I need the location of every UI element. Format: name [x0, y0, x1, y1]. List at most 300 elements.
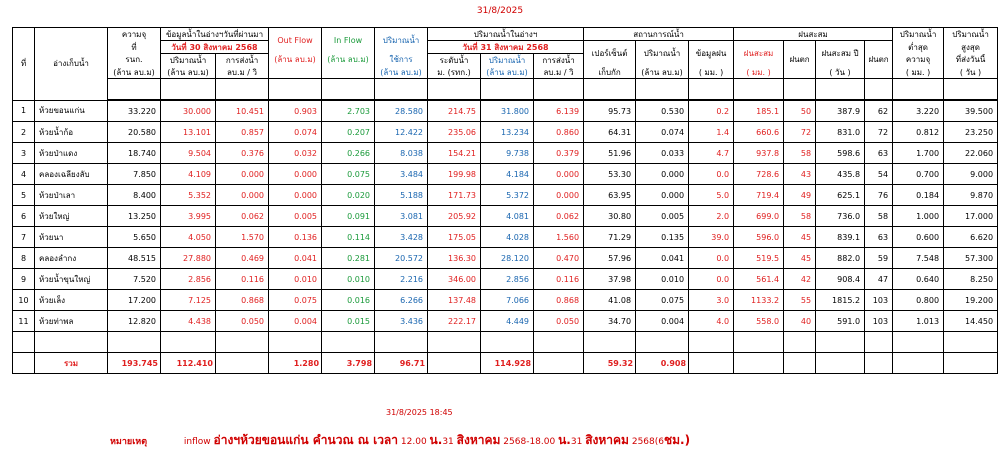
cell-level: 222.17 — [428, 311, 481, 332]
cell-days68: 58 — [784, 143, 816, 164]
cell-rain-today: 2.0 — [689, 206, 734, 227]
cell-delivered: 0.135 — [636, 227, 689, 248]
cell-rain-today: 39.0 — [689, 227, 734, 248]
table-row — [13, 143, 998, 164]
cell-days68: 58 — [784, 206, 816, 227]
cell-days68: 45 — [784, 227, 816, 248]
cell-delivered: 0.075 — [636, 290, 689, 311]
cell-days67: 47 — [865, 269, 893, 290]
cell-max: 17.000 — [944, 206, 998, 227]
cell-prev-volume: 27.880 — [161, 248, 216, 269]
cell-min: 0.700 — [893, 164, 944, 185]
cell-percent: 34.70 — [584, 311, 636, 332]
cell-rain68: 937.8 — [734, 143, 784, 164]
header-rain-group: ฝนสะสม — [734, 28, 893, 41]
cell-max: 9.000 — [944, 164, 998, 185]
totals-outflow: 1.280 — [269, 353, 322, 374]
table-row — [13, 122, 998, 143]
cell-rain68: 596.0 — [734, 227, 784, 248]
cell-rain67: 908.4 — [816, 269, 865, 290]
cell-rain67: 625.1 — [816, 185, 865, 206]
cell-percent: 37.98 — [584, 269, 636, 290]
header-percent-1: เปอร์เซ็นต์ — [584, 41, 636, 67]
cell-min: 7.548 — [893, 248, 944, 269]
cell-cur-release: 0.379 — [534, 143, 584, 164]
cell-days67: 72 — [865, 122, 893, 143]
note-text-g: น. — [558, 433, 571, 447]
cell-prev-release: 10.451 — [216, 100, 269, 122]
cell-usable: 3.436 — [375, 311, 428, 332]
cell-days67: 63 — [865, 227, 893, 248]
table-row — [13, 100, 998, 122]
cell-cur-release: 0.000 — [534, 185, 584, 206]
cell-rain-today: 0.2 — [689, 100, 734, 122]
cell-name: ห้วยนา — [35, 227, 108, 248]
cell-prev-release: 0.469 — [216, 248, 269, 269]
totals-inflow: 3.798 — [322, 353, 375, 374]
cell-percent: 51.96 — [584, 143, 636, 164]
cell-usable: 12.422 — [375, 122, 428, 143]
cell-inflow: 0.015 — [322, 311, 375, 332]
cell-days68: 50 — [784, 100, 816, 122]
cell-days68: 43 — [784, 164, 816, 185]
cell-rain67: 882.0 — [816, 248, 865, 269]
cell-name: ห้วยเล็ง — [35, 290, 108, 311]
cell-rain-today: 3.0 — [689, 290, 734, 311]
totals-percent: 59.32 — [584, 353, 636, 374]
header-spacer-row — [13, 79, 998, 101]
cell-days67: 76 — [865, 185, 893, 206]
table-row — [13, 248, 998, 269]
note-text-a: อ่างฯห้วยขอนแก่น คำนวณ ณ เวลา — [213, 433, 399, 447]
cell-rain67: 831.0 — [816, 122, 865, 143]
header-prev-volume-unit: (ล้าน ลบ.ม) — [161, 66, 216, 79]
cell-rain68: 699.0 — [734, 206, 784, 227]
cell-name: คลองลำกง — [35, 248, 108, 269]
report-date: 31/8/2025 — [476, 6, 524, 16]
cell-rain68: 1133.2 — [734, 290, 784, 311]
cell-level: 214.75 — [428, 100, 481, 122]
cell-max: 19.200 — [944, 290, 998, 311]
cell-prev-release: 0.116 — [216, 269, 269, 290]
cell-max: 8.250 — [944, 269, 998, 290]
cell-cur-release: 0.000 — [534, 164, 584, 185]
cell-cur-volume: 13.234 — [481, 122, 534, 143]
cell-rain-today: 0.0 — [689, 269, 734, 290]
header-outflow-unit: (ล้าน ลบ.ม) — [269, 54, 322, 67]
cell-max: 22.060 — [944, 143, 998, 164]
cell-name: ห้วยป่าเลา — [35, 185, 108, 206]
cell-rain68: 561.4 — [734, 269, 784, 290]
note-label: หมายเหตุ — [110, 437, 148, 447]
header-days68: ฝนตก — [784, 41, 816, 79]
cell-capacity: 13.250 — [108, 206, 161, 227]
header-delivered-1: ปริมาณน้ำ — [636, 41, 689, 67]
cell-days68: 49 — [784, 185, 816, 206]
cell-cur-volume: 31.800 — [481, 100, 534, 122]
cell-prev-volume: 2.856 — [161, 269, 216, 290]
header-min-1: ปริมาณน้ำ — [893, 28, 944, 41]
cell-days67: 54 — [865, 164, 893, 185]
cell-prev-release: 0.868 — [216, 290, 269, 311]
footer-timestamp: 31/8/2025 18:45 — [386, 408, 453, 417]
cell-level: 199.98 — [428, 164, 481, 185]
header-inflow: In Flow — [322, 28, 375, 54]
cell-percent: 95.73 — [584, 100, 636, 122]
cell-days67: 63 — [865, 143, 893, 164]
cell-cur-volume: 9.738 — [481, 143, 534, 164]
cell-delivered: 0.004 — [636, 311, 689, 332]
cell-prev-volume: 4.109 — [161, 164, 216, 185]
cell-usable: 5.188 — [375, 185, 428, 206]
header-prev-release: การส่งน้ำ — [216, 54, 269, 67]
cell-no: 10 — [13, 290, 35, 311]
cell-min: 0.812 — [893, 122, 944, 143]
cell-min: 0.600 — [893, 227, 944, 248]
header-status-group: สถานการณ์น้ำ — [584, 28, 734, 41]
cell-name: ห้วยป่าแดง — [35, 143, 108, 164]
cell-cur-volume: 4.449 — [481, 311, 534, 332]
header-percent-2: ความจุ — [893, 54, 944, 67]
cell-level: 137.48 — [428, 290, 481, 311]
cell-max: 6.620 — [944, 227, 998, 248]
cell-percent: 41.08 — [584, 290, 636, 311]
cell-delivered: 0.005 — [636, 206, 689, 227]
cell-inflow: 0.020 — [322, 185, 375, 206]
cell-days68: 72 — [784, 122, 816, 143]
cell-name: ห้วยน้ำก้อ — [35, 122, 108, 143]
header-capacity-3: รนก. — [108, 54, 161, 67]
cell-rain67: 598.6 — [816, 143, 865, 164]
cell-name: คลองเฉลียงลับ — [35, 164, 108, 185]
table-row — [13, 269, 998, 290]
cell-rain67: 1815.2 — [816, 290, 865, 311]
header-cur-volume-unit: (ล้าน ลบ.ม) — [481, 66, 534, 79]
header-inflow-unit: (ล้าน ลบ.ม) — [322, 54, 375, 67]
totals-capacity: 193.745 — [108, 353, 161, 374]
reservoir-table — [12, 27, 998, 374]
cell-usable: 6.266 — [375, 290, 428, 311]
cell-rain-today: 1.4 — [689, 122, 734, 143]
cell-outflow: 0.010 — [269, 269, 322, 290]
table-row — [13, 206, 998, 227]
header-delivered-3: (ล้าน ลบ.ม) — [636, 66, 689, 79]
header-cur-volume: ปริมาณน้ำ — [481, 54, 534, 67]
cell-days67: 103 — [865, 311, 893, 332]
cell-level: 205.92 — [428, 206, 481, 227]
cell-min: 1.013 — [893, 311, 944, 332]
cell-cur-volume: 4.081 — [481, 206, 534, 227]
cell-no: 6 — [13, 206, 35, 227]
cell-min: 0.800 — [893, 290, 944, 311]
cell-prev-volume: 30.000 — [161, 100, 216, 122]
cell-capacity: 5.650 — [108, 227, 161, 248]
header-min-2: ต่ำสุด — [893, 41, 944, 54]
cell-prev-volume: 4.050 — [161, 227, 216, 248]
cell-days68: 40 — [784, 311, 816, 332]
cell-prev-volume: 7.125 — [161, 290, 216, 311]
cell-no: 3 — [13, 143, 35, 164]
header-current-group: ปริมาณน้ำในอ่างฯ — [428, 28, 584, 41]
cell-cur-volume: 5.372 — [481, 185, 534, 206]
header-rain67-1: ฝนสะสม ปี — [816, 41, 865, 67]
cell-usable: 3.484 — [375, 164, 428, 185]
cell-usable: 20.572 — [375, 248, 428, 269]
cell-no: 11 — [13, 311, 35, 332]
cell-outflow: 0.032 — [269, 143, 322, 164]
cell-prev-volume: 9.504 — [161, 143, 216, 164]
header-days67-unit: ( วัน ) — [944, 66, 998, 79]
note-prefix: inflow — [183, 437, 211, 447]
cell-max: 39.500 — [944, 100, 998, 122]
cell-delivered: 0.530 — [636, 100, 689, 122]
header-days68-unit: ( วัน ) — [816, 66, 865, 79]
cell-cur-release: 0.860 — [534, 122, 584, 143]
header-raintoday-3: ( มม. ) — [689, 66, 734, 79]
cell-days67: 103 — [865, 290, 893, 311]
cell-cur-volume: 7.066 — [481, 290, 534, 311]
totals-cur-volume: 114.928 — [481, 353, 534, 374]
cell-inflow: 0.266 — [322, 143, 375, 164]
header-capacity-1: ความจุ — [108, 28, 161, 41]
cell-no: 8 — [13, 248, 35, 269]
cell-delivered: 0.000 — [636, 164, 689, 185]
cell-percent: 53.30 — [584, 164, 636, 185]
header-level-unit: ม. (รทก.) — [428, 66, 481, 79]
cell-prev-volume: 4.438 — [161, 311, 216, 332]
cell-prev-release: 0.000 — [216, 185, 269, 206]
header-max-2: สูงสุด — [944, 41, 998, 54]
cell-outflow: 0.075 — [269, 290, 322, 311]
table-row — [13, 164, 998, 185]
cell-inflow: 0.075 — [322, 164, 375, 185]
cell-days68: 55 — [784, 290, 816, 311]
cell-rain68: 185.1 — [734, 100, 784, 122]
header-max-1: ปริมาณน้ำ — [944, 28, 998, 41]
cell-max: 23.250 — [944, 122, 998, 143]
cell-rain-today: 0.0 — [689, 164, 734, 185]
cell-usable: 8.038 — [375, 143, 428, 164]
cell-name: ห้วยท่าพล — [35, 311, 108, 332]
header-cur-release: การส่งน้ำ — [534, 54, 584, 67]
table-row — [13, 290, 998, 311]
cell-inflow: 2.703 — [322, 100, 375, 122]
note-text-k: ชม.) — [664, 433, 691, 447]
table-row — [13, 311, 998, 332]
cell-usable: 3.428 — [375, 227, 428, 248]
cell-no: 4 — [13, 164, 35, 185]
cell-level: 235.06 — [428, 122, 481, 143]
cell-prev-volume: 3.995 — [161, 206, 216, 227]
cell-cur-release: 0.116 — [534, 269, 584, 290]
cell-capacity: 7.850 — [108, 164, 161, 185]
note-text-h: 31 — [570, 437, 583, 447]
header-cur-release-unit: ลบ.ม / วิ — [534, 66, 584, 79]
cell-percent: 57.96 — [584, 248, 636, 269]
cell-prev-release: 0.050 — [216, 311, 269, 332]
cell-rain-today: 0.0 — [689, 248, 734, 269]
cell-prev-volume: 13.101 — [161, 122, 216, 143]
cell-level: 175.05 — [428, 227, 481, 248]
cell-capacity: 7.520 — [108, 269, 161, 290]
cell-min: 1.700 — [893, 143, 944, 164]
cell-usable: 2.216 — [375, 269, 428, 290]
cell-rain68: 719.4 — [734, 185, 784, 206]
cell-prev-release: 0.376 — [216, 143, 269, 164]
note-text-f: 2568-18.00 — [503, 437, 556, 447]
cell-capacity: 48.515 — [108, 248, 161, 269]
cell-rain-today: 5.0 — [689, 185, 734, 206]
cell-prev-release: 0.062 — [216, 206, 269, 227]
note-text-i: สิงหาคม — [585, 433, 629, 447]
cell-percent: 64.31 — [584, 122, 636, 143]
cell-days68: 42 — [784, 269, 816, 290]
cell-cur-release: 0.062 — [534, 206, 584, 227]
table-row — [13, 185, 998, 206]
cell-percent: 71.29 — [584, 227, 636, 248]
note-text-j: 2568(6 — [631, 437, 664, 447]
header-rain68-3: ( มม. ) — [734, 66, 784, 79]
totals-label: รวม — [35, 353, 108, 374]
note-text-c: น. — [429, 433, 443, 447]
cell-outflow: 0.000 — [269, 164, 322, 185]
cell-inflow: 0.281 — [322, 248, 375, 269]
header-level: ระดับน้ำ — [428, 54, 481, 67]
header-current-date: วันที่ 31 สิงหาคม 2568 — [428, 41, 584, 54]
cell-no: 2 — [13, 122, 35, 143]
cell-prev-volume: 5.352 — [161, 185, 216, 206]
cell-capacity: 33.220 — [108, 100, 161, 122]
note-text-e: สิงหาคม — [456, 433, 501, 447]
cell-outflow: 0.074 — [269, 122, 322, 143]
header-raintoday-1: ข้อมูลฝน — [689, 41, 734, 67]
header-inflow-date: วันที่ 30 สิงหาคม 2568 — [161, 41, 269, 54]
cell-capacity: 17.200 — [108, 290, 161, 311]
cell-name: ห้วยขอนแก่น — [35, 100, 108, 122]
note-text-d: 31 — [442, 437, 454, 447]
header-usable-1: ปริมาณน้ำ — [375, 28, 428, 54]
cell-capacity: 18.740 — [108, 143, 161, 164]
cell-prev-release: 0.000 — [216, 164, 269, 185]
cell-min: 0.184 — [893, 185, 944, 206]
cell-prev-release: 0.857 — [216, 122, 269, 143]
cell-inflow: 0.016 — [322, 290, 375, 311]
header-days67: ฝนตก — [865, 41, 893, 79]
cell-outflow: 0.136 — [269, 227, 322, 248]
cell-rain67: 839.1 — [816, 227, 865, 248]
cell-min: 3.220 — [893, 100, 944, 122]
header-percent-3: เก็บกัก — [584, 66, 636, 79]
cell-cur-release: 0.050 — [534, 311, 584, 332]
cell-percent: 30.80 — [584, 206, 636, 227]
cell-rain68: 519.5 — [734, 248, 784, 269]
totals-row — [13, 353, 998, 374]
header-rain68-1: ฝนสะสม — [734, 41, 784, 67]
cell-rain67: 387.9 — [816, 100, 865, 122]
cell-cur-volume: 28.120 — [481, 248, 534, 269]
cell-days67: 59 — [865, 248, 893, 269]
cell-rain67: 435.8 — [816, 164, 865, 185]
header-row-4 — [13, 66, 998, 79]
cell-delivered: 0.041 — [636, 248, 689, 269]
cell-name: ห้วยน้ำขุนใหญ่ — [35, 269, 108, 290]
cell-max: 9.870 — [944, 185, 998, 206]
cell-level: 154.21 — [428, 143, 481, 164]
totals-delivered: 0.908 — [636, 353, 689, 374]
cell-min: 1.000 — [893, 206, 944, 227]
cell-cur-volume: 4.184 — [481, 164, 534, 185]
cell-capacity: 8.400 — [108, 185, 161, 206]
cell-rain68: 660.6 — [734, 122, 784, 143]
cell-no: 7 — [13, 227, 35, 248]
header-prev-release-unit: ลบ.ม / วิ — [216, 66, 269, 79]
cell-cur-volume: 2.856 — [481, 269, 534, 290]
header-row-2 — [13, 41, 998, 54]
cell-cur-release: 0.470 — [534, 248, 584, 269]
cell-capacity: 20.580 — [108, 122, 161, 143]
cell-percent: 63.95 — [584, 185, 636, 206]
cell-rain68: 558.0 — [734, 311, 784, 332]
cell-level: 346.00 — [428, 269, 481, 290]
cell-delivered: 0.074 — [636, 122, 689, 143]
note-text-b: 12.00 — [400, 437, 427, 447]
cell-rain67: 736.0 — [816, 206, 865, 227]
cell-rain-today: 4.0 — [689, 311, 734, 332]
cell-delivered: 0.010 — [636, 269, 689, 290]
cell-usable: 28.580 — [375, 100, 428, 122]
cell-max: 14.450 — [944, 311, 998, 332]
cell-days67: 62 — [865, 100, 893, 122]
cell-inflow: 0.091 — [322, 206, 375, 227]
cell-outflow: 0.041 — [269, 248, 322, 269]
header-capacity-4: (ล้าน ลบ.ม) — [108, 66, 161, 79]
header-delivered-2: ที่ส่งวันนี้ — [944, 54, 998, 67]
cell-outflow: 0.004 — [269, 311, 322, 332]
cell-cur-volume: 4.028 — [481, 227, 534, 248]
header-no: ที่ — [13, 28, 35, 101]
cell-outflow: 0.000 — [269, 185, 322, 206]
header-row-1 — [13, 28, 998, 41]
cell-prev-release: 1.570 — [216, 227, 269, 248]
cell-delivered: 0.000 — [636, 185, 689, 206]
cell-cur-release: 1.560 — [534, 227, 584, 248]
header-inflow-group: ข้อมูลน้ำในอ่างฯวันที่ผ่านมา — [161, 28, 269, 41]
cell-max: 57.300 — [944, 248, 998, 269]
cell-name: ห้วยใหญ่ — [35, 206, 108, 227]
header-usable-2: ใช้การ — [375, 54, 428, 67]
cell-rain67: 591.0 — [816, 311, 865, 332]
footer-note — [110, 431, 690, 450]
totals-usable: 96.71 — [375, 353, 428, 374]
header-prev-volume: ปริมาณน้ำ — [161, 54, 216, 67]
cell-no: 1 — [13, 100, 35, 122]
cell-usable: 3.081 — [375, 206, 428, 227]
header-usable-3: (ล้าน ลบ.ม) — [375, 66, 428, 79]
cell-rain68: 728.6 — [734, 164, 784, 185]
cell-level: 171.73 — [428, 185, 481, 206]
cell-delivered: 0.033 — [636, 143, 689, 164]
cell-min: 0.640 — [893, 269, 944, 290]
cell-inflow: 0.114 — [322, 227, 375, 248]
cell-inflow: 0.207 — [322, 122, 375, 143]
cell-days67: 58 — [865, 206, 893, 227]
header-capacity-2: ที่ — [108, 41, 161, 54]
cell-outflow: 0.903 — [269, 100, 322, 122]
header-rain67-3: ( มม. ) — [893, 66, 944, 79]
cell-days68: 45 — [784, 248, 816, 269]
cell-cur-release: 0.868 — [534, 290, 584, 311]
cell-no: 9 — [13, 269, 35, 290]
